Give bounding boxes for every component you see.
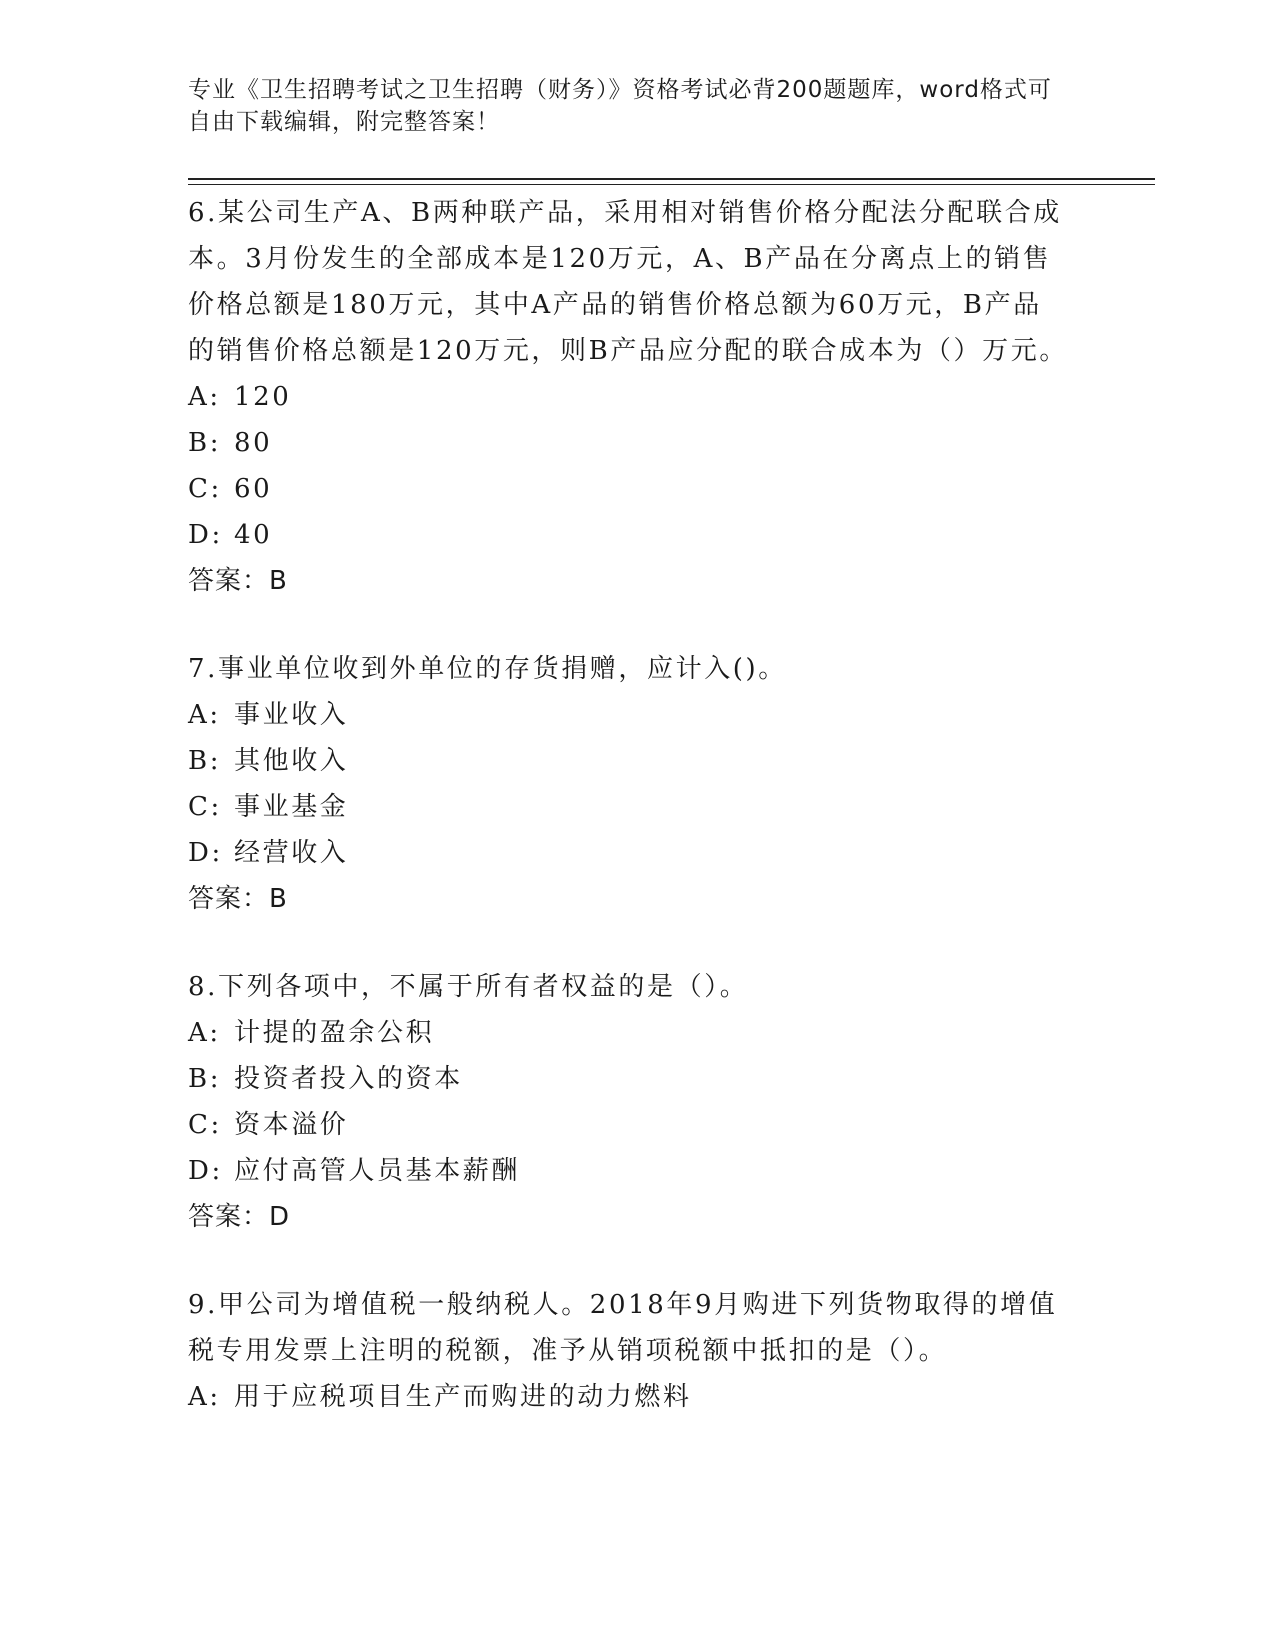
option-letter: A: (188, 1382, 221, 1412)
option-letter: B: (188, 428, 222, 458)
option-text: 投资者投入的资本 (234, 1064, 463, 1094)
option-text: 经营收入 (234, 838, 349, 868)
question-9 (188, 1282, 1068, 1420)
option-text: 计提的盈余公积 (234, 1018, 435, 1048)
option-text: 40 (234, 520, 273, 550)
option-a (188, 1374, 1068, 1420)
question-stem: 9.甲公司为增值税一般纳税人。2018年9月购进下列货物取得的增值税专用发票上注明的税额，准予从销项税额中抵扣的是（）。 (188, 1290, 1058, 1366)
question-stem: 6.某公司生产A、B两种联产品，采用相对销售价格分配法分配联合成本。3月份发生的全部成本是120万元，A、B产品在分离点上的销售价格总额是180万元，其中A产品的销售价格总额为60万元，B产品的销售价格总额是120万元，则B产品应分配的联合成本为（）万元。 (188, 198, 1068, 366)
answer-line: 答案：B (188, 566, 288, 596)
option-text: 应付高管人员基本薪酬 (234, 1156, 521, 1186)
answer-line: 答案：D (188, 1202, 291, 1232)
option-a (188, 1010, 1068, 1056)
question-6 (188, 190, 1068, 604)
option-text: 80 (234, 428, 273, 458)
question-stem: 7.事业单位收到外单位的存货捐赠，应计入()。 (188, 654, 787, 684)
option-text: 120 (234, 382, 292, 412)
option-b (188, 420, 1068, 466)
answer-line: 答案：B (188, 884, 288, 914)
option-letter: C: (188, 1110, 222, 1140)
option-letter: D: (188, 1156, 223, 1186)
header-rule-thick (188, 178, 1155, 180)
option-letter: D: (188, 838, 223, 868)
option-a (188, 692, 1068, 738)
document-header (188, 74, 1068, 138)
option-d (188, 830, 1068, 876)
question-8 (188, 964, 1068, 1240)
option-text: 60 (234, 474, 273, 504)
option-c (188, 784, 1068, 830)
option-text: 资本溢价 (234, 1110, 349, 1140)
option-letter: A: (188, 382, 221, 412)
header-rule-thin (188, 184, 1155, 185)
question-7 (188, 646, 1068, 922)
option-c (188, 1102, 1068, 1148)
option-text: 其他收入 (234, 746, 349, 776)
option-letter: B: (188, 1064, 222, 1094)
option-letter: C: (188, 474, 222, 504)
option-letter: C: (188, 792, 222, 822)
option-a (188, 374, 1068, 420)
option-d (188, 512, 1068, 558)
option-letter: A: (188, 700, 221, 730)
option-letter: A: (188, 1018, 221, 1048)
header-title: 专业《卫生招聘考试之卫生招聘（财务）》资格考试必背200题题库，word格式可自由下载编辑，附完整答案！ (188, 77, 1052, 135)
option-b (188, 738, 1068, 784)
option-text: 用于应税项目生产而购进的动力燃料 (234, 1382, 692, 1412)
question-stem: 8.下列各项中，不属于所有者权益的是（）。 (188, 972, 749, 1002)
option-d (188, 1148, 1068, 1194)
option-letter: B: (188, 746, 222, 776)
question-list (188, 190, 1068, 1462)
option-c (188, 466, 1068, 512)
option-letter: D: (188, 520, 223, 550)
option-b (188, 1056, 1068, 1102)
option-text: 事业收入 (234, 700, 349, 730)
option-text: 事业基金 (234, 792, 349, 822)
